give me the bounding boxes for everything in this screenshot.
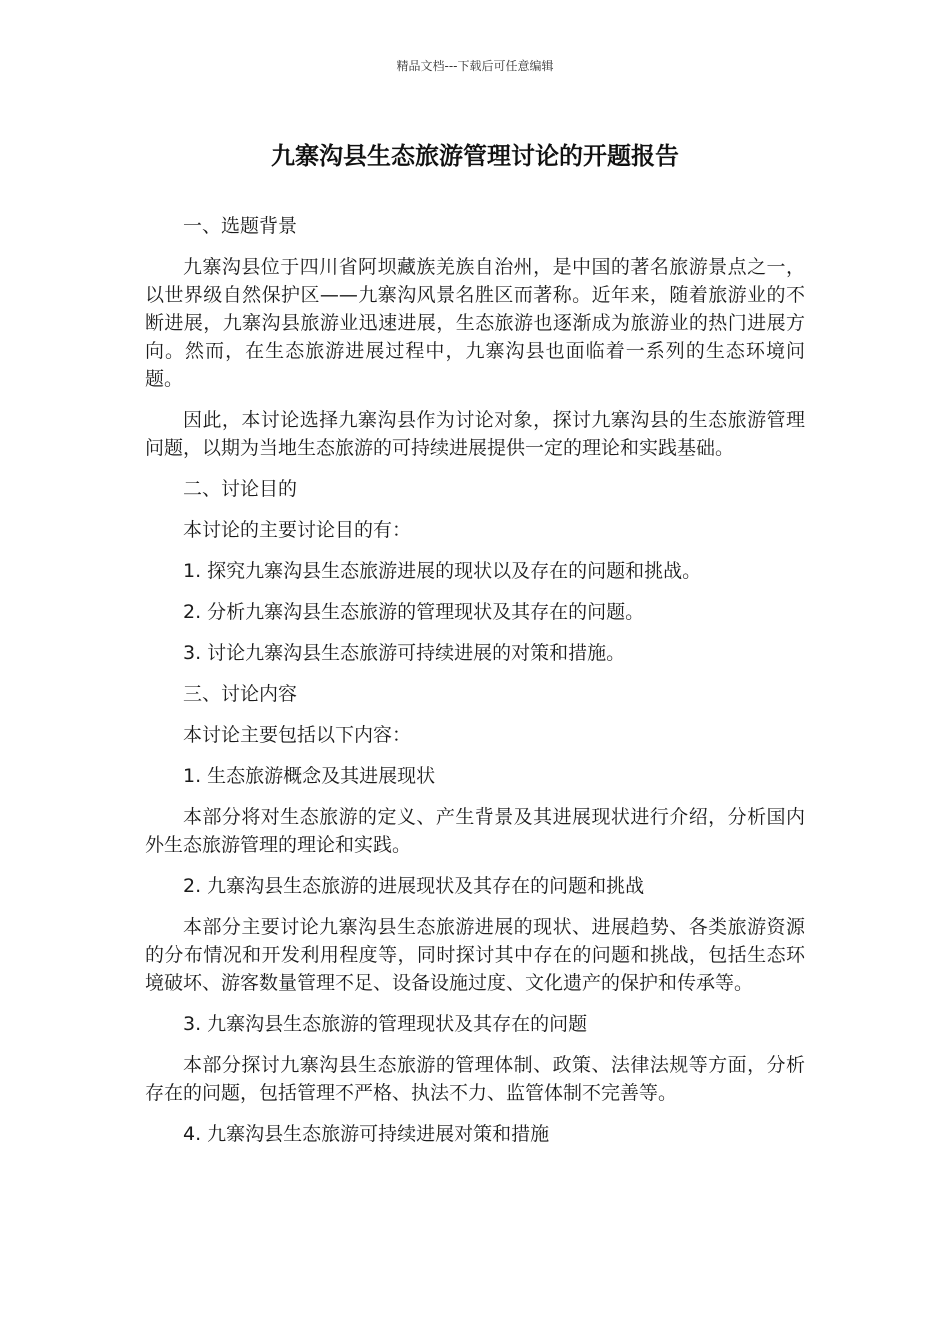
body-paragraph: 本部分将对生态旅游的定义、产生背景及其进展现状进行介绍，分析国内外生态旅游管理的理论和实践。	[145, 806, 805, 856]
section-heading-content: 三、讨论内容	[183, 683, 298, 705]
body-paragraph: 本部分探讨九寨沟县生态旅游的管理体制、政策、法律法规等方面，分析存在的问题，包括管理不严格、执法不力、监管体制不完善等。	[145, 1054, 805, 1104]
subsection-heading: 4. 九寨沟县生态旅游可持续进展对策和措施	[183, 1123, 550, 1145]
body-paragraph: 因此，本讨论选择九寨沟县作为讨论对象，探讨九寨沟县的生态旅游管理问题，以期为当地生态旅游的可持续进展提供一定的理论和实践基础。	[145, 409, 805, 459]
subsection-heading: 1. 生态旅游概念及其进展现状	[183, 765, 436, 787]
list-item: 3. 讨论九寨沟县生态旅游可持续进展的对策和措施。	[183, 642, 626, 664]
document-body	[145, 212, 805, 1161]
body-paragraph: 本讨论主要包括以下内容：	[183, 724, 412, 746]
body-paragraph: 本部分主要讨论九寨沟县生态旅游进展的现状、进展趋势、各类旅游资源的分布情况和开发利用程度等，同时探讨其中存在的问题和挑战，包括生态环境破坏、游客数量管理不足、设备设施过度、文化遗产的保护和传承等。	[145, 916, 805, 994]
subsection-heading: 2. 九寨沟县生态旅游的进展现状及其存在的问题和挑战	[183, 875, 645, 897]
page-header: 精品文档---下载后可任意编辑	[396, 59, 554, 73]
list-item: 2. 分析九寨沟县生态旅游的管理现状及其存在的问题。	[183, 601, 645, 623]
section-heading-background: 一、选题背景	[183, 215, 298, 237]
section-heading-objectives: 二、讨论目的	[183, 478, 298, 500]
body-paragraph: 九寨沟县位于四川省阿坝藏族羌族自治州，是中国的著名旅游景点之一，以世界级自然保护区——九寨沟风景名胜区而著称。近年来，随着旅游业的不断进展，九寨沟县旅游业迅速进展，生态旅游也逐渐成为旅游业的热门进展方向。然而，在生态旅游进展过程中，九寨沟县也面临着一系列的生态环境问题。	[145, 256, 805, 390]
body-paragraph: 本讨论的主要讨论目的有：	[183, 519, 412, 541]
document-title: 九寨沟县生态旅游管理讨论的开题报告	[271, 142, 679, 170]
subsection-heading: 3. 九寨沟县生态旅游的管理现状及其存在的问题	[183, 1013, 588, 1035]
list-item: 1. 探究九寨沟县生态旅游进展的现状以及存在的问题和挑战。	[183, 560, 702, 582]
